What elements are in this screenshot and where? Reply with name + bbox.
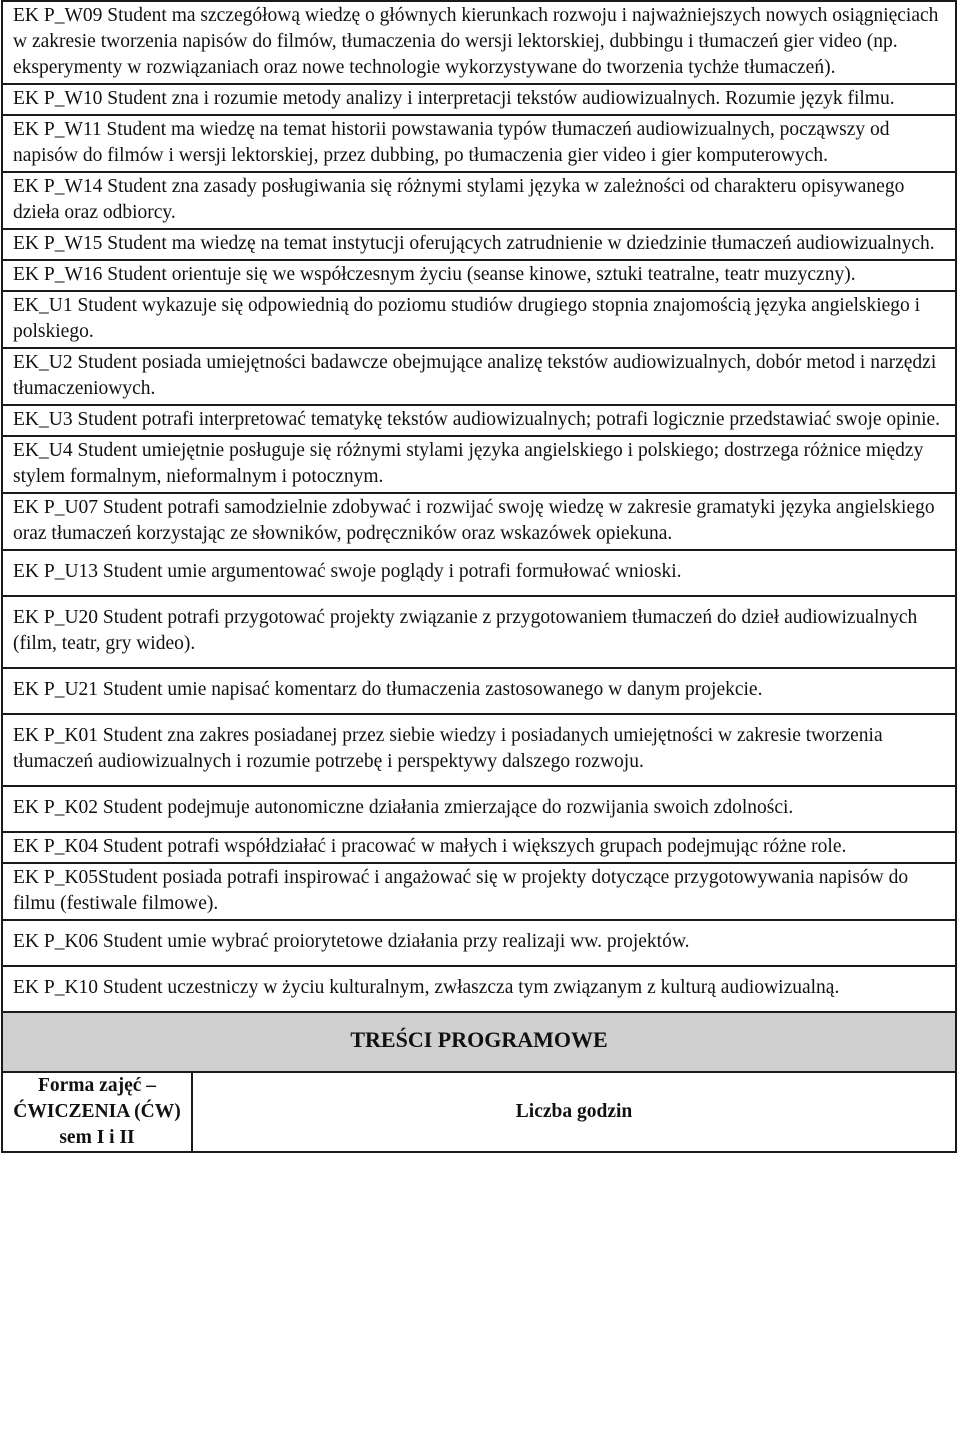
outcome-ek-p-w15: EK P_W15 Student ma wiedzę na temat instytucji oferujących zatrudnienie w dziedzinie tłumaczeń audiowizualnych. [2,229,956,260]
table-row [2,966,956,1012]
section-header: TREŚCI PROGRAMOWE [2,1012,956,1072]
outcome-ek-p-k10: EK P_K10 Student uczestniczy w życiu kulturalnym, zwłaszcza tym związanym z kulturą audiowizualną. [2,966,956,1012]
table-row [2,260,956,291]
table-row [2,863,956,920]
table-row [2,714,956,786]
outcome-ek-p-w09: EK P_W09 Student ma szczegółową wiedzę o głównych kierunkach rozwoju i najważniejszych nowych osiągnięciach w zakresie tworzenia napisów do filmów, tłumaczenia do wersji lektorskiej, dubbingu i tłumaczeń gier video (np. eksperymenty w rozwiązaniach oraz nowe technologie wykorzystywane do tworzenia tychże tłumaczeń). [2,1,956,84]
outcome-ek-p-w11: EK P_W11 Student ma wiedzę na temat historii powstawania typów tłumaczeń audiowizualnych, począwszy od napisów do filmów i wersji lektorskiej, przez dubbing, po tłumaczenia gier video i gier komputerowych. [2,115,956,172]
table-row [2,436,956,493]
table-row [2,229,956,260]
table-row [2,493,956,550]
table-row [2,550,956,596]
outcome-ek-p-u21: EK P_U21 Student umie napisać komentarz do tłumaczenia zastosowanego w danym projekcie. [2,668,956,714]
outcome-ek-u1: EK_U1 Student wykazuje się odpowiednią do poziomu studiów drugiego stopnia znajomością języka angielskiego i polskiego. [2,291,956,348]
outcome-ek-u4: EK_U4 Student umiejętnie posługuje się różnymi stylami języka angielskiego i polskiego; dostrzega różnice między stylem formalnym, nieformalnym i potocznym. [2,436,956,493]
form-column-header: Forma zajęć – ĆWICZENIA (ĆW) sem I i II [2,1072,192,1152]
table-row [2,84,956,115]
outcome-ek-p-u20: EK P_U20 Student potrafi przygotować projekty związanie z przygotowaniem tłumaczeń do dzieł audiowizualnych (film, teatr, gry wideo). [2,596,956,668]
table-row [2,405,956,436]
table-row [2,832,956,863]
table-row [2,115,956,172]
table-row [2,668,956,714]
table-row [2,786,956,832]
outcome-ek-p-k04: EK P_K04 Student potrafi współdziałać i pracować w małych i większych grupach podejmując różne role. [2,832,956,863]
outcome-ek-p-u07: EK P_U07 Student potrafi samodzielnie zdobywać i rozwijać swoję wiedzę w zakresie gramatyki języka angielskiego oraz tłumaczeń korzystając ze słowników, podręczników oraz wskazówek opiekuna. [2,493,956,550]
hours-column-header: Liczba godzin [192,1072,956,1152]
column-header-row [2,1072,956,1152]
learning-outcomes-table [1,0,957,1153]
outcome-ek-p-k05: EK P_K05Student posiada potrafi inspirować i angażować się w projekty dotyczące przygotowywania napisów do filmu (festiwale filmowe). [2,863,956,920]
outcome-ek-u2: EK_U2 Student posiada umiejętności badawcze obejmujące analizę tekstów audiowizualnych, dobór metod i narzędzi tłumaczeniowych. [2,348,956,405]
table-row [2,291,956,348]
table-row [2,596,956,668]
section-header-row [2,1012,956,1072]
table-row [2,920,956,966]
outcome-ek-p-k01: EK P_K01 Student zna zakres posiadanej przez siebie wiedzy i posiadanych umiejętności w zakresie tworzenia tłumaczeń audiowizualnych i rozumie potrzebę i perspektywy dalszego rozwoju. [2,714,956,786]
table-row [2,1,956,84]
outcome-ek-p-u13: EK P_U13 Student umie argumentować swoje poglądy i potrafi formułować wnioski. [2,550,956,596]
outcome-ek-p-k02: EK P_K02 Student podejmuje autonomiczne działania zmierzające do rozwijania swoich zdolności. [2,786,956,832]
table-row [2,348,956,405]
outcome-ek-p-w10: EK P_W10 Student zna i rozumie metody analizy i interpretacji tekstów audiowizualnych. Rozumie język filmu. [2,84,956,115]
outcome-ek-u3: EK_U3 Student potrafi interpretować tematykę tekstów audiowizualnych; potrafi logicznie przedstawiać swoje opinie. [2,405,956,436]
outcome-ek-p-w14: EK P_W14 Student zna zasady posługiwania się różnymi stylami języka w zależności od charakteru opisywanego dzieła oraz odbiorcy. [2,172,956,229]
table-row [2,172,956,229]
outcome-ek-p-w16: EK P_W16 Student orientuje się we współczesnym życiu (seanse kinowe, sztuki teatralne, teatr muzyczny). [2,260,956,291]
outcome-ek-p-k06: EK P_K06 Student umie wybrać proiorytetowe działania przy realizaji ww. projektów. [2,920,956,966]
